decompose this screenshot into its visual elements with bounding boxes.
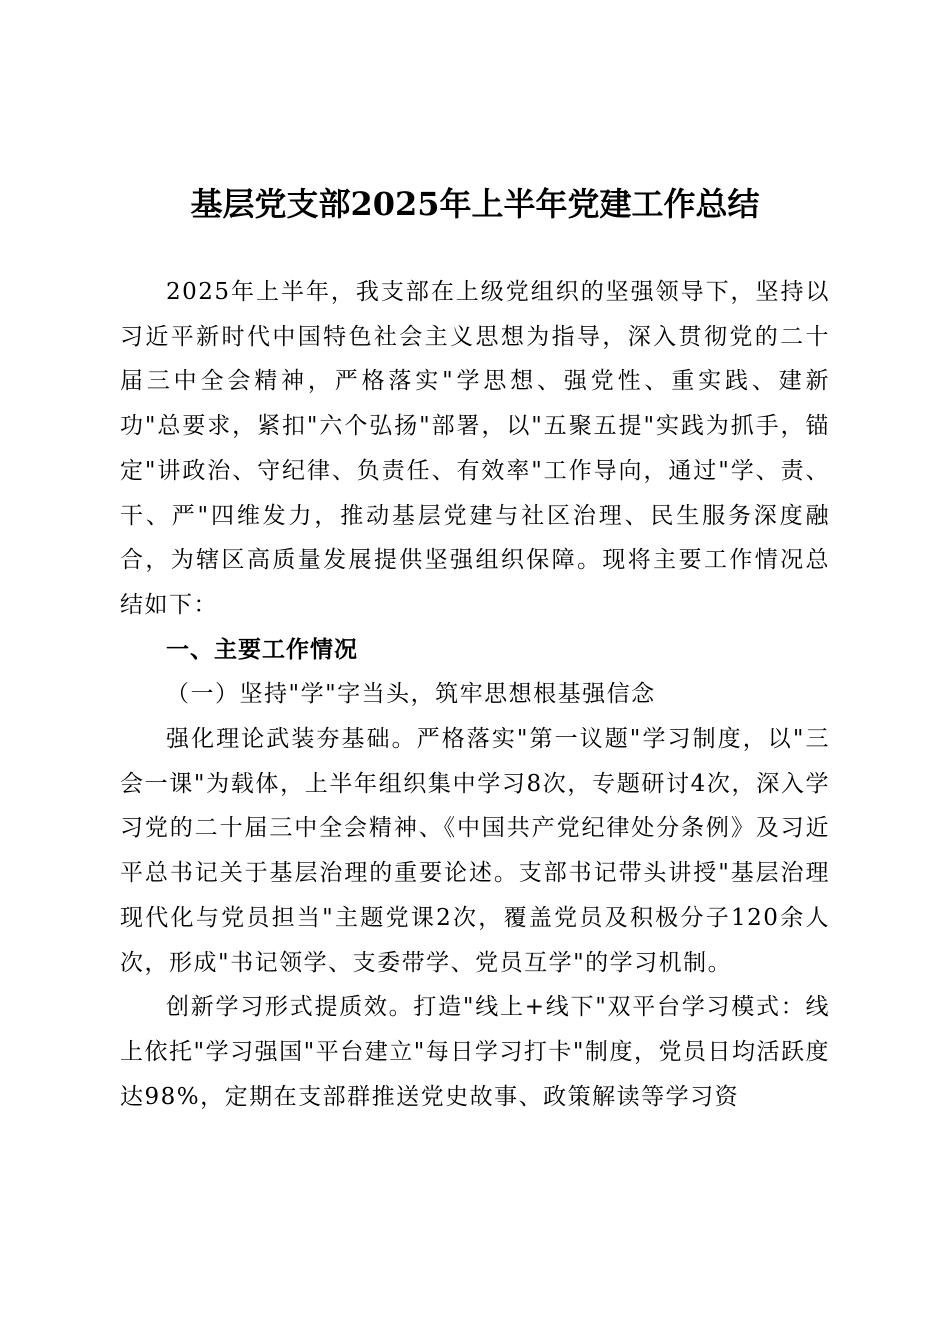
body-paragraph: 创新学习形式提质效。打造"线上+线下"双平台学习模式：线上依托"学习强国"平台建立"每日学习打卡"制度，党员日均活跃度达98%，定期在支部群推送党史故事、政策解读等学习资 xyxy=(120,994,830,1110)
intro-paragraph: 2025年上半年，我支部在上级党组织的坚强领导下，坚持以习近平新时代中国特色社会主义思想为指导，深入贯彻党的二十届三中全会精神，严格落实"学思想、强党性、重实践、建新功"总要求，紧扣"六个弘扬"部署，以"五聚五提"实践为抓手，锚定"讲政治、守纪律、负责任、有效率"工作导向，通过"学、责、干、严"四维发力，推动基层党建与社区治理、民生服务深度融合，为辖区高质量发展提供坚强组织保障。现将主要工作情况总结如下： xyxy=(120,279,830,618)
section-heading: 一、主要工作情况 xyxy=(166,636,358,663)
body-paragraph: 强化理论武装夯基础。严格落实"第一议题"学习制度，以"三会一课"为载体，上半年组织集中学习8次，专题研讨4次，深入学习党的二十届三中全会精神、《中国共产党纪律处分条例》及习近平总书记关于基层治理的重要论述。支部书记带头讲授"基层治理现代化与党员担当"主题党课2次，覆盖党员及积极分子120余人次，形成"书记领学、支委带学、党员互学"的学习机制。 xyxy=(120,726,830,976)
document-body xyxy=(120,270,830,1119)
document-title: 基层党支部2025年上半年党建工作总结 xyxy=(190,185,760,223)
subsection-heading: （一）坚持"学"字当头，筑牢思想根基强信念 xyxy=(166,681,656,708)
